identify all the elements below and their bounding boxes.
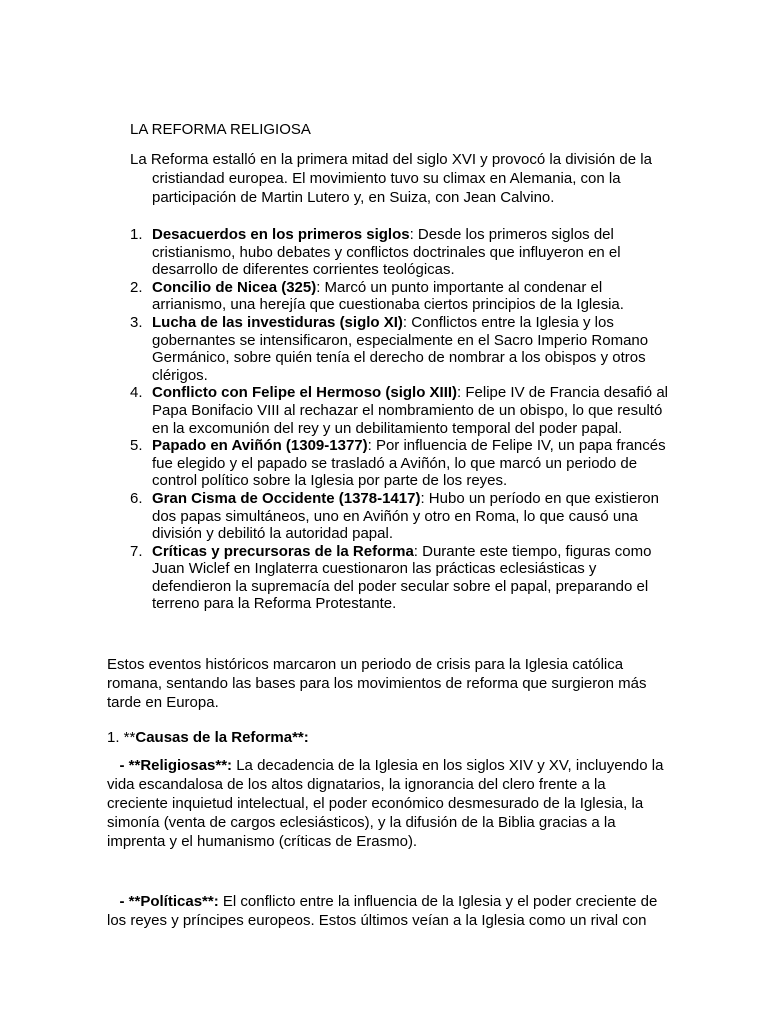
politicas-prefix: - ** [107,893,141,910]
causes-term: Causas de la Reforma [135,729,293,746]
causes-suffix: **: [292,729,309,746]
politicas-term: Políticas [140,893,203,910]
list-item-term: Críticas y precursoras de la Reforma [152,542,414,560]
document-title: LA REFORMA RELIGIOSA [130,121,311,138]
list-item-number: 4. [130,384,143,402]
list-item-text: : Durante este tiempo, figuras como Juan Wiclef en Inglaterra cuestionaron las prácticas eclesiásticas y defendieron la supremacía del poder secular sobre el papal, preparando el terreno para la Reforma Protestante. [152,542,652,613]
religiosas-paragraph [107,756,667,851]
list-item [130,279,670,314]
list-item-number: 2. [130,278,143,296]
list-item-text: : Conflictos entre la Iglesia y los gobernantes se intensificaron, especialmente en el Sacro Imperio Romano Germánico, sobre quién tenía el derecho de nombrar a los obispos y otros clérigos. [152,313,649,384]
causes-heading [107,728,667,747]
religiosas-prefix: - ** [107,757,141,774]
politicas-suffix: **: [202,893,219,910]
intro-paragraph: La Reforma estalló en la primera mitad del siglo XVI y provocó la división de la cristiandad europea. El movimiento tuvo su climax en Alemania, con la participación de Martin Lutero y, en Suiza, con Jean Calvino. [130,151,652,206]
list-item-number: 1. [130,226,143,243]
summary-paragraph: Estos eventos históricos marcaron un periodo de crisis para la Iglesia católica romana, sentando las bases para los movimientos de reforma que surgieron más tarde en Europa. [107,656,647,711]
list-item-number: 6. [130,489,143,507]
list-item-text: : Por influencia de Felipe IV, un papa francés fue elegido y el papado se trasladó a Aviñón, lo que marcó un periodo de control político sobre la Iglesia por parte de los reyes. [152,437,666,490]
list-item [130,543,670,613]
list-item-number: 7. [130,542,143,560]
list-item-text: : Hubo un período en que existieron dos papas simultáneos, uno en Aviñón y otro en Roma, lo que causó una división y debilitó la autoridad papal. [152,489,659,543]
list-item-text: : Marcó un punto importante al condenar el arrianismo, una herejía que cuestionaba ciertos principios de la Iglesia. [152,278,624,314]
list-item [130,384,670,437]
list-item-term: Concilio de Nicea (325) [152,278,317,296]
politicas-paragraph [107,892,667,930]
list-item-term: Gran Cisma de Occidente (1378-1417) [152,489,421,507]
list-item [130,437,670,490]
list-item-number: 3. [130,313,143,331]
list-item [130,226,670,279]
list-item-term: Desacuerdos en los primeros siglos [152,226,410,243]
list-item-number: 5. [130,437,143,455]
religiosas-text: La decadencia de la Iglesia en los siglos XIV y XV, incluyendo la vida escandalosa de los altos dignatarios, la ignorancia del clero frente a la creciente inquietud intelectual, el poder económico desmesurado de la Iglesia, la simonía (venta de cargos eclesiásticos), y la difusión de la Biblia gracias a la imprenta y el humanismo (críticas de Erasmo). [107,757,664,850]
list-item [130,314,670,384]
list-item [130,490,670,543]
religiosas-suffix: **: [215,757,233,774]
causes-prefix: 1. ** [107,729,136,746]
religiosas-term: Religiosas [140,757,216,774]
list-item-text: : Desde los primeros siglos del cristianismo, hubo debates y conflictos doctrinales que influyeron en el desarrollo de diferentes corrientes teológicas. [152,226,621,279]
list-item-text: : Felipe IV de Francia desafió al Papa Bonifacio VIII al rechazar el nombramiento de un obispo, lo que resultó en la excomunión del rey y un debilitamiento temporal del poder papal. [152,384,668,437]
politicas-text: El conflicto entre la influencia de la Iglesia y el poder creciente de los reyes y príncipes europeos. Estos últimos veían a la Iglesia como un rival con [107,893,658,929]
list-item-term: Conflicto con Felipe el Hermoso (siglo XIII) [152,384,458,402]
list-item-term: Lucha de las investiduras (siglo XI) [152,313,403,331]
events-list [130,226,670,613]
list-item-term: Papado en Aviñón (1309-1377) [152,437,368,455]
